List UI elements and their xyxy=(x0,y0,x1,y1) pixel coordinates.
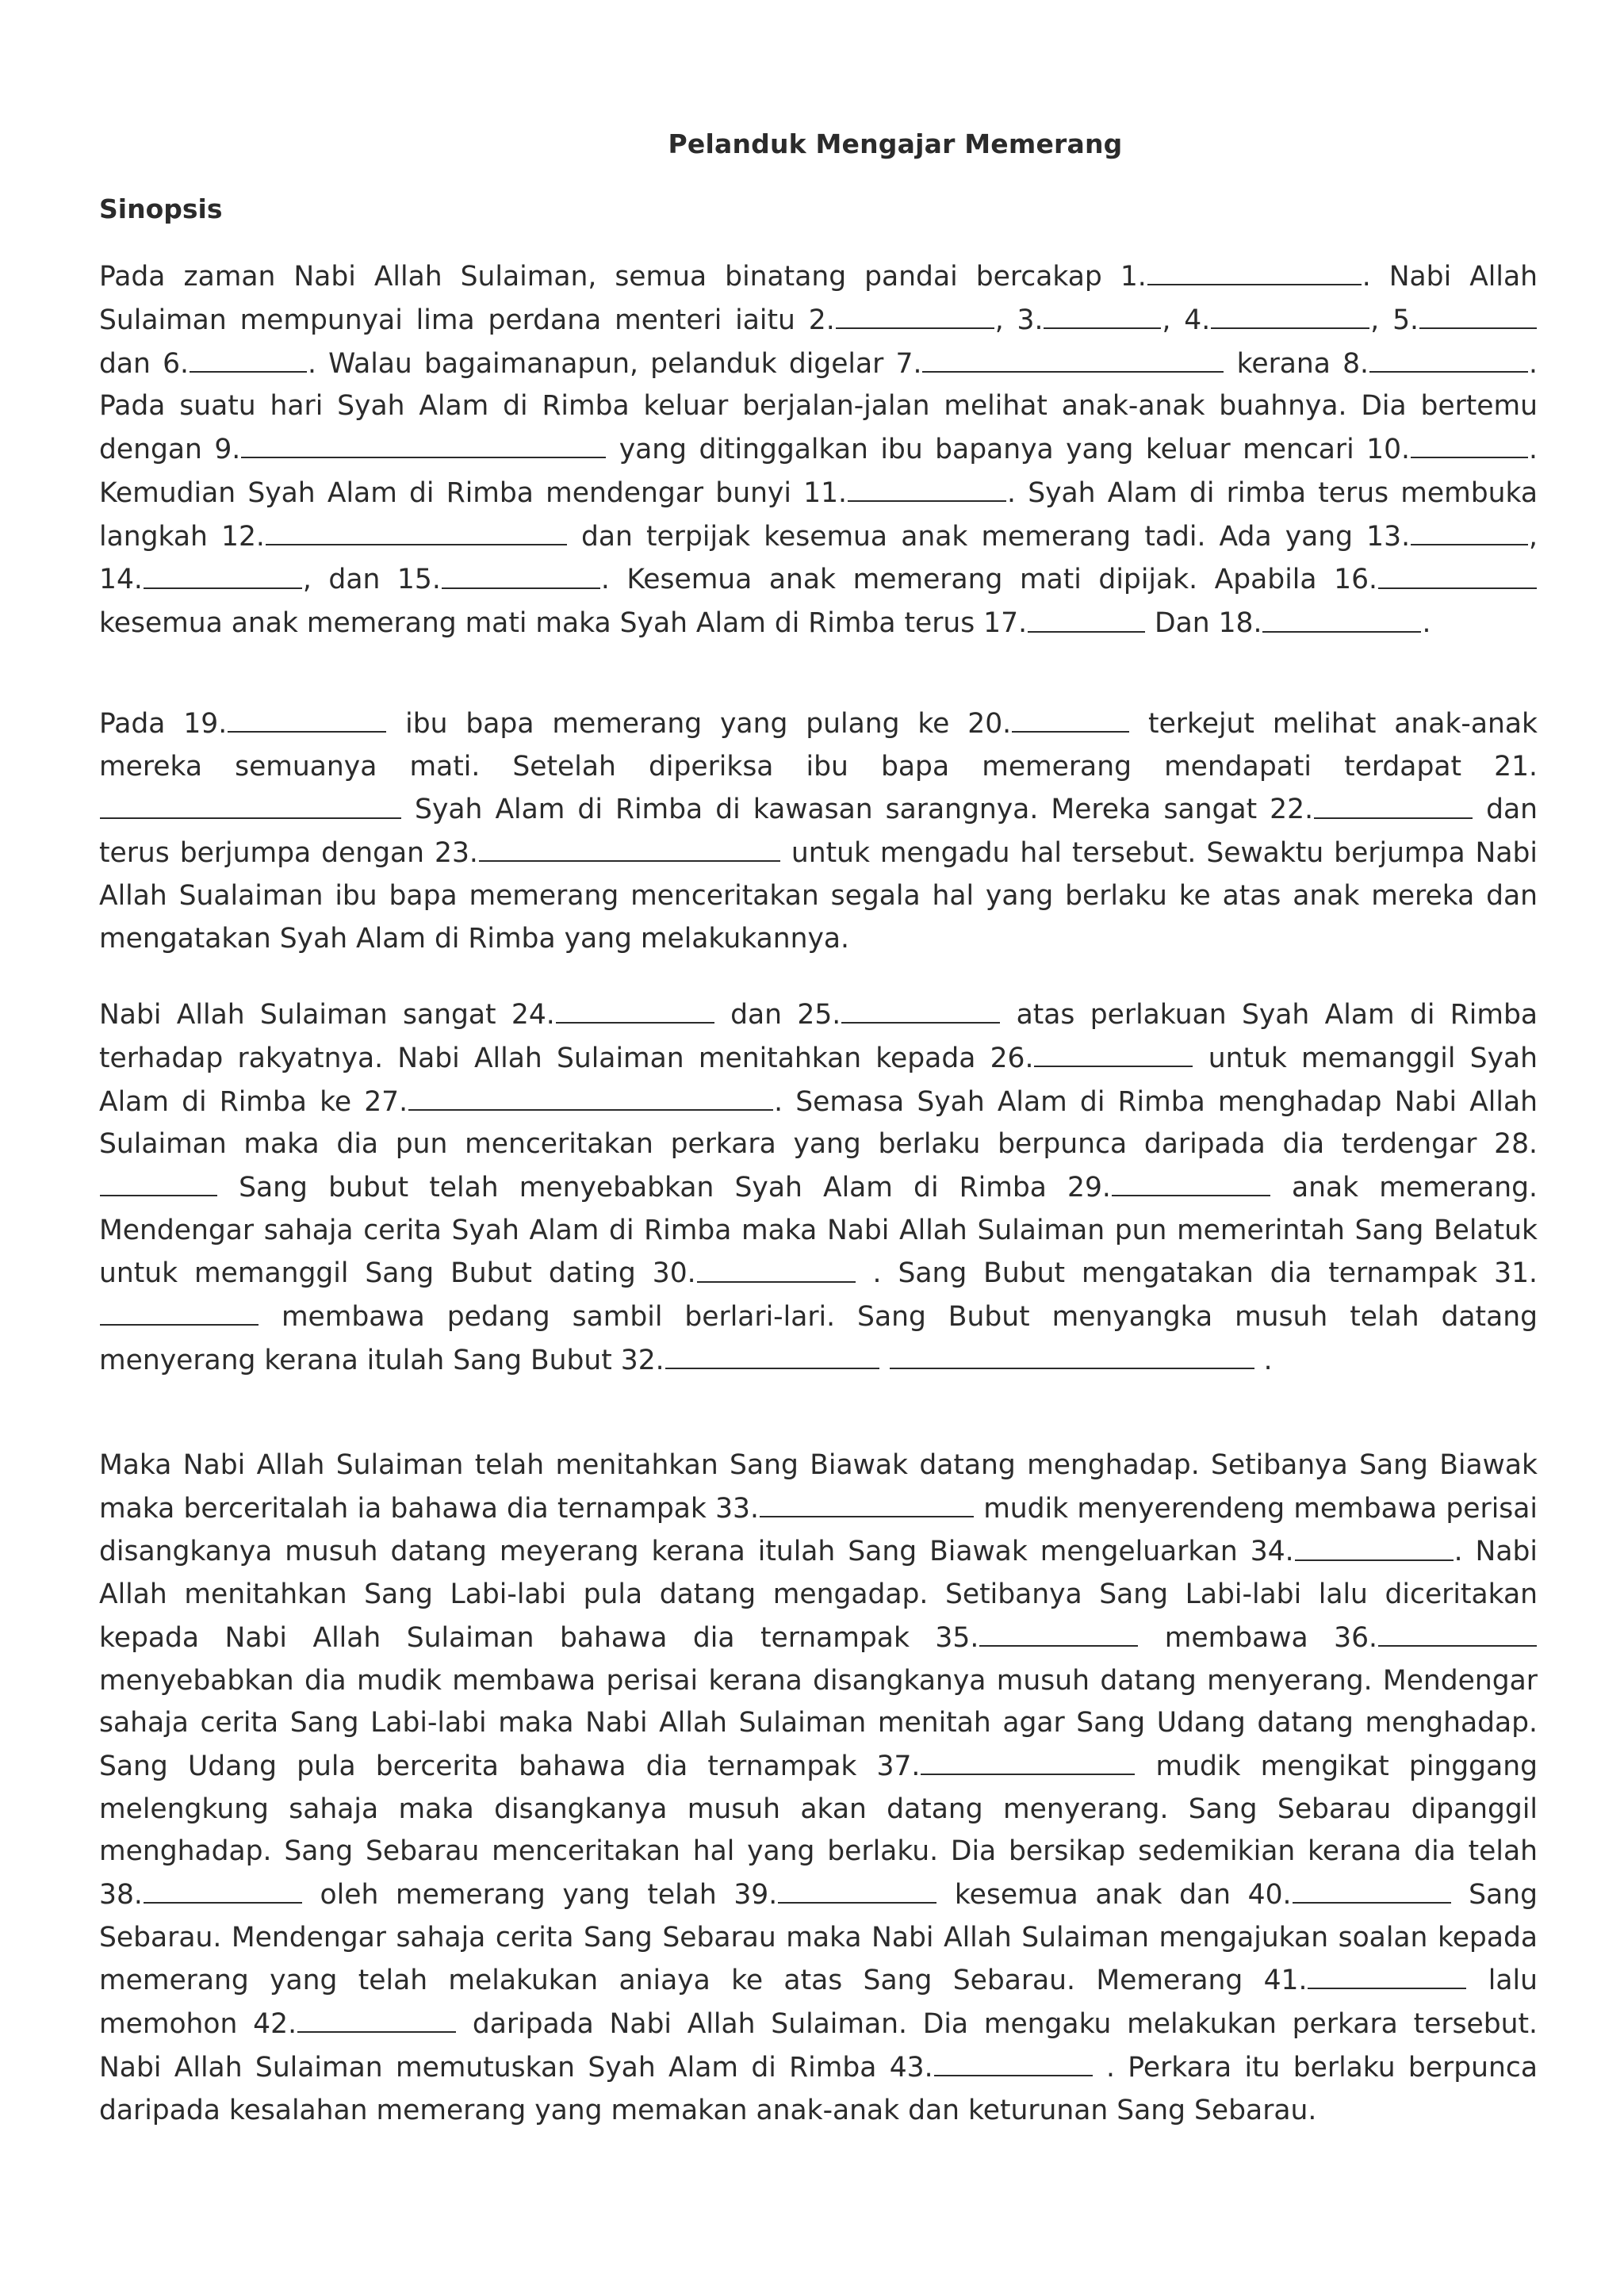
answer-blank[interactable] xyxy=(1293,1873,1451,1904)
answer-blank[interactable] xyxy=(1295,1530,1454,1560)
paragraph-text: menyebabkan dia mudik membawa perisai kerana disangkanya musuh datang menyerang. Mendengar sahaja cerita Sang Labi-labi maka Nabi Allah Sulaiman menitah agar Sang Udang datang menghadap. Sang Udang pula bercerita bahawa dia ternampak 37. xyxy=(99,1664,1538,1783)
answer-blank[interactable] xyxy=(778,1873,936,1904)
paragraph-text: kesemua anak memerang mati maka Syah Alam di Rimba terus 17. xyxy=(99,607,1028,640)
paragraph-text: Maka Nabi Allah Sulaiman telah menitahkan Sang Biawak datang menghadap. Setibanya Sang Biawak maka berceritalah ia bahawa dia ternampak 33. xyxy=(99,1449,1538,1525)
answer-blank[interactable] xyxy=(1147,255,1362,285)
answer-blank[interactable] xyxy=(1308,1959,1466,1989)
answer-blank[interactable] xyxy=(266,515,567,545)
answer-blank[interactable] xyxy=(100,1295,259,1326)
paragraph-4 xyxy=(99,1445,1538,2132)
answer-blank[interactable] xyxy=(1411,515,1528,545)
answer-blank[interactable] xyxy=(1112,1166,1270,1196)
paragraph-text: Sang bubut telah menyebabkan Syah Alam di Rimba 29. xyxy=(218,1172,1111,1204)
paragraph-text xyxy=(880,1345,889,1376)
paragraph-text: mudik mengikat pinggang melengkung sahaja maka disangkanya musuh akan datang menyerang. Sang Sebarau dipanggil menghadap. Sang Sebarau menceritakan hal yang berlaku. Dia bersikap sedemikian kerana dia telah 38. xyxy=(99,1751,1538,1911)
answer-blank[interactable] xyxy=(100,788,401,818)
answer-blank[interactable] xyxy=(100,1166,217,1196)
answer-blank[interactable] xyxy=(979,1617,1138,1647)
paragraph-text: . Pada suatu hari Syah Alam di Rimba keluar berjalan-jalan melihat anak-anak buahnya. Dia bertemu dengan 9. xyxy=(99,347,1538,466)
paragraph-text: atas perlakuan Syah Alam di Rimba terhadap rakyatnya. Nabi Allah Sulaiman menitahkan kepada 26. xyxy=(99,999,1538,1075)
paragraph-text: Nabi Allah Sulaiman sangat 24. xyxy=(99,999,555,1031)
paragraph-text: . Nabi Allah Sulaiman mempunyai lima perdana menteri iaitu 2. xyxy=(99,261,1538,337)
answer-blank[interactable] xyxy=(922,342,1224,373)
paragraph-text: . xyxy=(1422,607,1431,640)
paragraph-text: Sang Sebarau. Mendengar sahaja cerita Sang Sebarau maka Nabi Allah Sulaiman mengajukan soalan kepada memerang yang telah melakukan aniaya ke atas Sang Sebarau. Memerang 41. xyxy=(99,1879,1538,1997)
answer-blank[interactable] xyxy=(760,1487,974,1517)
answer-blank[interactable] xyxy=(190,342,307,373)
paragraph-text: mudik menyerendeng membawa perisai disangkanya musuh datang meyerang kerana itulah Sang Biawak mengeluarkan 34. xyxy=(99,1492,1538,1568)
answer-blank[interactable] xyxy=(836,299,994,329)
answer-blank[interactable] xyxy=(241,428,606,458)
paragraph-2 xyxy=(99,702,1538,960)
answer-blank[interactable] xyxy=(665,1339,879,1369)
paragraph-text: . Syah Alam di rimba terus membuka langkah 12. xyxy=(99,477,1538,553)
paragraph-text: . Sang Bubut mengatakan dia ternampak 31. xyxy=(856,1257,1538,1290)
answer-blank[interactable] xyxy=(1211,299,1369,329)
paragraph-text: oleh memerang yang telah 39. xyxy=(302,1879,778,1911)
answer-blank[interactable] xyxy=(1411,428,1528,458)
answer-blank[interactable] xyxy=(1378,1617,1537,1647)
paragraph-text: membawa 36. xyxy=(1139,1622,1377,1655)
answer-blank[interactable] xyxy=(1369,342,1528,373)
paragraph-text: untuk memanggil Syah Alam di Rimba ke 27. xyxy=(99,1043,1538,1118)
answer-blank[interactable] xyxy=(1034,1037,1193,1067)
paragraph-text: Pada zaman Nabi Allah Sulaiman, semua binatang pandai bercakap 1. xyxy=(99,261,1147,293)
paragraph-text: , 3. xyxy=(994,304,1044,337)
paragraph-text: , 4. xyxy=(1162,304,1211,337)
paragraph-text: , 14. xyxy=(99,520,1538,596)
answer-blank[interactable] xyxy=(442,558,600,588)
answer-blank[interactable] xyxy=(848,472,1006,502)
paragraph-text: . Kemudian Syah Alam di Rimba mendengar bunyi 11. xyxy=(99,434,1538,510)
paragraph-text: terkejut melihat anak-anak mereka semuanya mati. Setelah diperiksa ibu bapa memerang mendapati terdapat 21. xyxy=(99,708,1538,783)
paragraph-text: dan 6. xyxy=(99,347,190,380)
answer-blank[interactable] xyxy=(479,832,780,862)
paragraph-text: kesemua anak dan 40. xyxy=(937,1879,1292,1911)
paragraph-text: . Walau bagaimanapun, pelanduk digelar 7. xyxy=(308,347,922,380)
paragraph-text: . Kesemua anak memerang mati dipijak. Apabila 16. xyxy=(600,564,1377,596)
paragraph-text: dan terus berjumpa dengan 23. xyxy=(99,794,1538,870)
paragraph-text: anak memerang. Mendengar sahaja cerita Syah Alam di Rimba maka Nabi Allah Sulaiman pun memerintah Sang Belatuk untuk memanggil Sang Bubut dating 30. xyxy=(99,1172,1538,1290)
paragraph-text: . Perkara itu berlaku berpunca daripada kesalahan memerang yang memakan anak-anak dan keturunan Sang Sebarau. xyxy=(99,2052,1538,2126)
answer-blank[interactable] xyxy=(1419,299,1537,329)
answer-blank[interactable] xyxy=(297,2003,456,2033)
paragraph-text: . xyxy=(1254,1345,1273,1377)
paragraph-text: dan 25. xyxy=(714,999,841,1031)
answer-blank[interactable] xyxy=(1262,602,1421,632)
paragraph-3 xyxy=(99,993,1538,1383)
paragraph-text: dan terpijak kesemua anak memerang tadi. Ada yang 13. xyxy=(567,520,1411,553)
paragraph-text: . Nabi Allah menitahkan Sang Labi-labi pula datang mengadap. Setibanya Sang Labi-labi lalu diceritakan kepada Nabi Allah Sulaiman bahawa dia ternampak 35. xyxy=(99,1536,1538,1655)
paragraph-text: yang ditinggalkan ibu bapanya yang keluar mencari 10. xyxy=(607,434,1411,466)
paragraph-text: . Semasa Syah Alam di Rimba menghadap Nabi Allah Sulaiman maka dia pun menceritakan perkara yang berlaku berpunca daripada dia terdengar 28. xyxy=(99,1085,1538,1161)
paragraph-text: membawa pedang sambil berlari-lari. Sang Bubut menyangka musuh telah datang menyerang kerana itulah Sang Bubut 32. xyxy=(99,1301,1538,1377)
paragraph-text: Syah Alam di Rimba di kawasan sarangnya. Mereka sangat 22. xyxy=(402,794,1314,826)
paragraph-1 xyxy=(99,255,1538,645)
paragraph-text: Pada 19. xyxy=(99,708,228,740)
paragraph-text: , 5. xyxy=(1370,304,1419,337)
paragraph-text: Dan 18. xyxy=(1146,607,1262,640)
answer-blank[interactable] xyxy=(1044,299,1161,329)
answer-blank[interactable] xyxy=(841,993,1000,1024)
paragraph-text: ibu bapa memerang yang pulang ke 20. xyxy=(387,708,1012,740)
paragraph-text: daripada Nabi Allah Sulaiman. Dia mengaku melakukan perkara tersebut. Nabi Allah Sulaiman memutuskan Syah Alam di Rimba 43. xyxy=(99,2008,1538,2084)
paragraph-text: untuk mengadu hal tersebut. Sewaktu berjumpa Nabi Allah Sualaiman ibu bapa memerang menceritakan segala hal yang berlaku ke atas anak mereka dan mengatakan Syah Alam di Rimba yang melakukannya. xyxy=(99,837,1538,955)
paragraph-text: kerana 8. xyxy=(1224,347,1369,380)
answer-blank[interactable] xyxy=(1012,702,1129,733)
answer-blank[interactable] xyxy=(556,993,714,1024)
answer-blank[interactable] xyxy=(890,1339,1254,1369)
section-heading: Sinopsis xyxy=(99,193,223,224)
answer-blank[interactable] xyxy=(1314,788,1473,818)
answer-blank[interactable] xyxy=(228,702,386,733)
answer-blank[interactable] xyxy=(408,1081,773,1111)
answer-blank[interactable] xyxy=(144,558,302,588)
answer-blank[interactable] xyxy=(1028,602,1145,632)
paragraph-text: lalu memohon 42. xyxy=(99,1965,1538,2041)
answer-blank[interactable] xyxy=(144,1873,302,1904)
answer-blank[interactable] xyxy=(697,1252,856,1282)
page-title: Pelanduk Mengajar Memerang xyxy=(668,128,1123,159)
paragraph-text: , dan 15. xyxy=(302,564,441,596)
answer-blank[interactable] xyxy=(934,2046,1093,2076)
answer-blank[interactable] xyxy=(921,1745,1135,1775)
answer-blank[interactable] xyxy=(1378,558,1537,588)
